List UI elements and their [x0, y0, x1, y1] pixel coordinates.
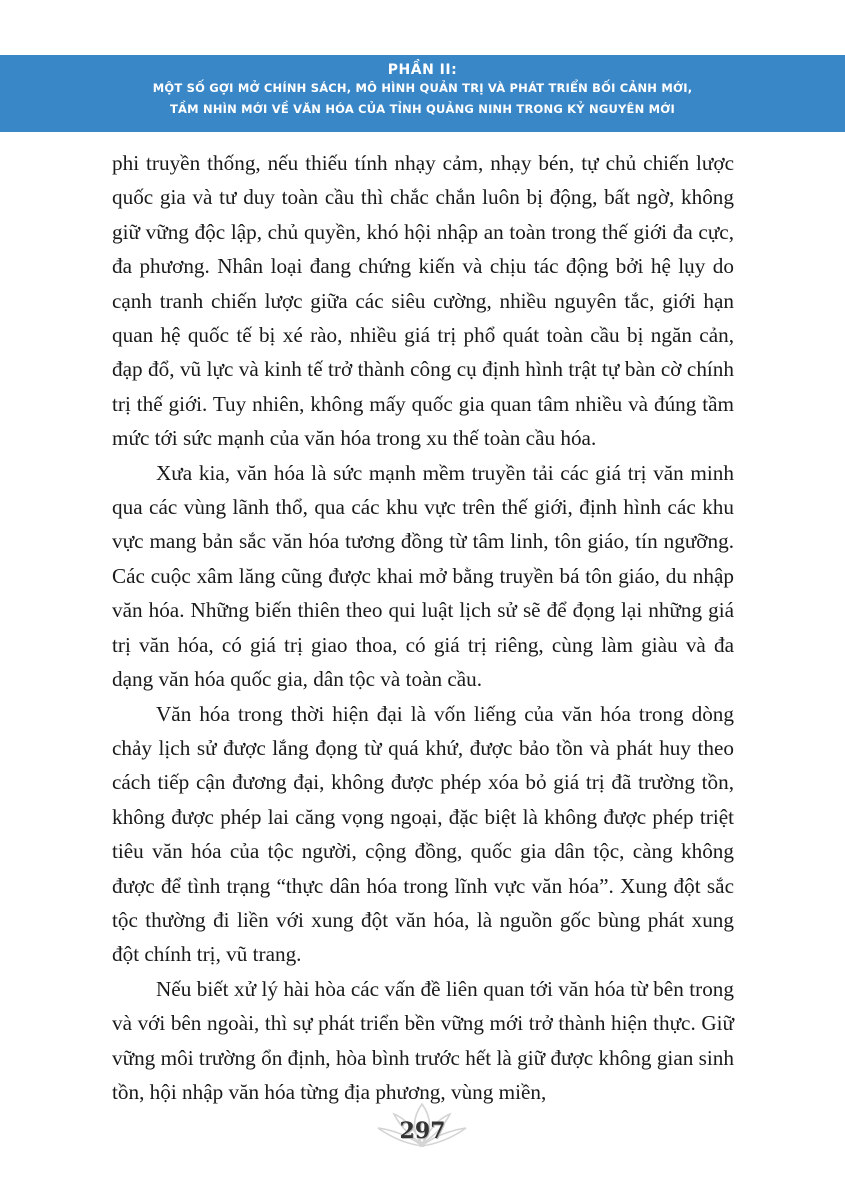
paragraph-4: Nếu biết xử lý hài hòa các vấn đề liên quan tới văn hóa từ bên trong và với bên ngoài, thì sự phát triển bền vững mới trở thành hiện thực. Giữ vững môi trường ổn định, hòa bình trước hết là giữ được không gian sinh tồn, hội nhập văn hóa từng địa phương, vùng miền,	[112, 976, 734, 1104]
page-body	[112, 146, 734, 1109]
chapter-header	[0, 55, 845, 132]
paragraph-1: phi truyền thống, nếu thiếu tính nhạy cảm, nhạy bén, tự chủ chiến lược quốc gia và tư duy toàn cầu thì chắc chắn luôn bị động, bất ngờ, không giữ vững độc lập, chủ quyền, khó hội nhập an toàn trong thế giới đa cực, đa phương. Nhân loại đang chứng kiến và chịu tác động bởi hệ lụy do cạnh tranh chiến lược giữa các siêu cường, nhiều nguyên tắc, giới hạn quan hệ quốc tế bị xé rào, nhiều giá trị phổ quát toàn cầu bị ngăn cản, đạp đổ, vũ lực và kinh tế trở thành công cụ định hình trật tự bàn cờ chính trị thế giới. Tuy nhiên, không mấy quốc gia quan tâm nhiều và đúng tầm mức tới sức mạnh của văn hóa trong xu thế toàn cầu hóa.	[112, 151, 734, 451]
paragraph-2: Xưa kia, văn hóa là sức mạnh mềm truyền tải các giá trị văn minh qua các vùng lãnh thổ, qua các khu vực trên thế giới, định hình các khu vực mang bản sắc văn hóa tương đồng từ tâm linh, tôn giáo, tín ngưỡng. Các cuộc xâm lăng cũng được khai mở bằng truyền bá tôn giáo, du nhập văn hóa. Những biến thiên theo qui luật lịch sử sẽ để đọng lại những giá trị văn hóa, có giá trị giao thoa, có giá trị riêng, cùng làm giàu và đa dạng văn hóa quốc gia, dân tộc và toàn cầu.	[112, 460, 734, 692]
part-subtitle-line-2: TẦM NHÌN MỚI VỀ VĂN HÓA CỦA TỈNH QUẢNG NINH TRONG KỶ NGUYÊN MỚI	[170, 102, 675, 116]
page-footer	[0, 1100, 845, 1170]
part-subtitle-line-1: MỘT SỐ GỢI MỞ CHÍNH SÁCH, MÔ HÌNH QUẢN TRỊ VÀ PHÁT TRIỂN BỐI CẢNH MỚI,	[152, 81, 693, 95]
part-title: PHẦN II:	[387, 62, 458, 78]
paragraph-3: Văn hóa trong thời hiện đại là vốn liếng của văn hóa trong dòng chảy lịch sử được lắng đọng từ quá khứ, được bảo tồn và phát huy theo cách tiếp cận đương đại, không được phép xóa bỏ giá trị đã trường tồn, không được phép lai căng vọng ngoại, đặc biệt là không được phép triệt tiêu văn hóa của tộc người, cộng đồng, quốc gia dân tộc, càng không được để tình trạng “thực dân hóa trong lĩnh vực văn hóa”. Xung đột sắc tộc thường đi liền với xung đột văn hóa, là nguồn gốc bùng phát xung đột chính trị, vũ trang.	[112, 701, 734, 967]
page-number: 297	[399, 1118, 446, 1144]
